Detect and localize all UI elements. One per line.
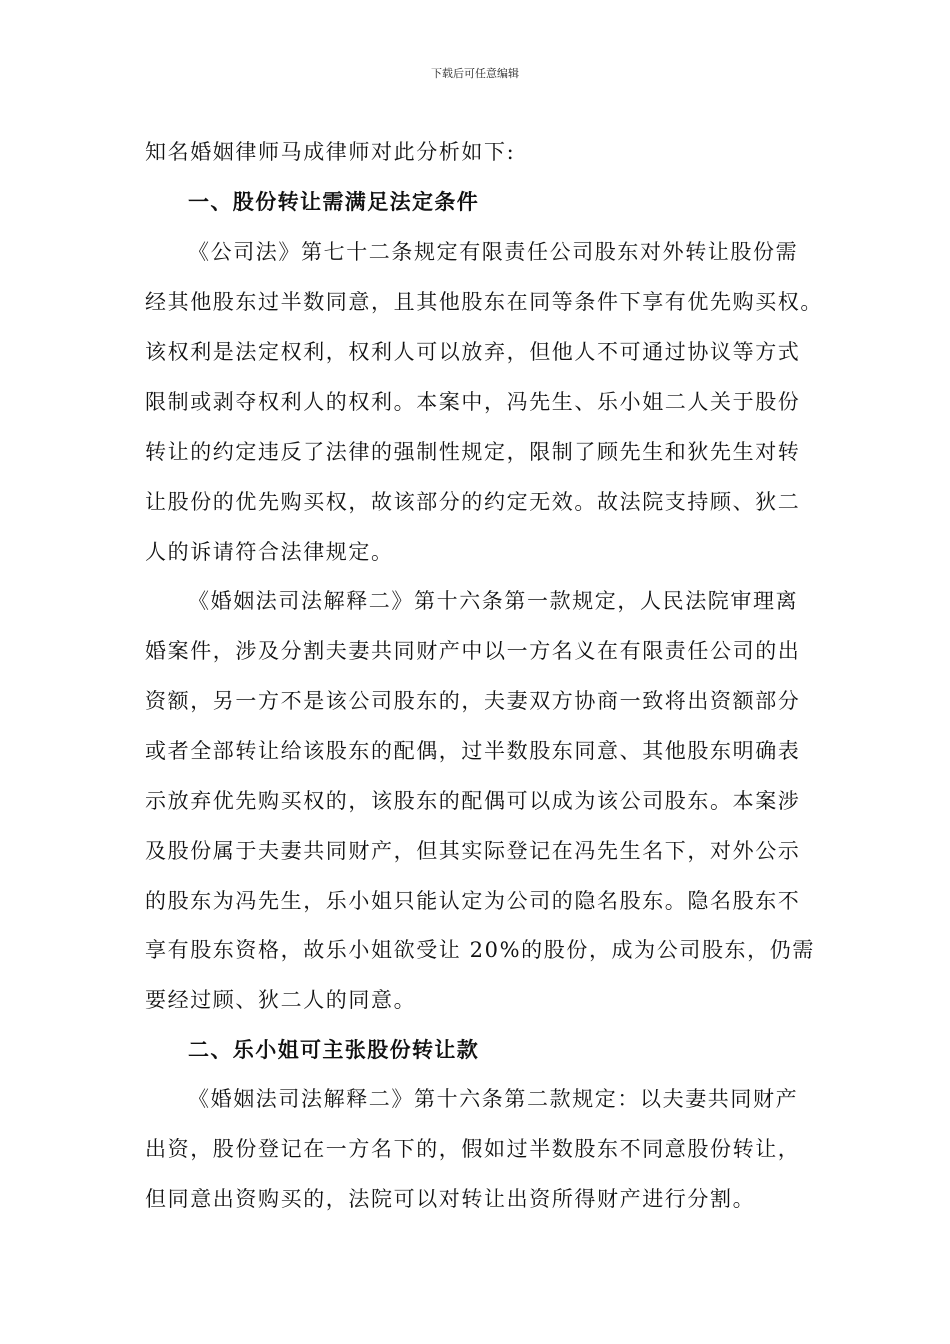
paragraph-line: 出资，股份登记在一方名下的，假如过半数股东不同意股份转让， [145, 1137, 801, 1161]
page-header: 下载后可任意编辑 [431, 67, 519, 80]
section-heading-1: 一、股份转让需满足法定条件 [188, 190, 480, 214]
paragraph-line: 转让的约定违反了法律的强制性规定，限制了顾先生和狄先生对转 [145, 440, 801, 464]
paragraph-line: 该权利是法定权利，权利人可以放弃，但他人不可通过协议等方式 [145, 340, 801, 364]
paragraph-line: 《公司法》第七十二条规定有限责任公司股东对外转让股份需 [188, 240, 799, 264]
paragraph-line: 《婚姻法司法解释二》第十六条第一款规定，人民法院审理离 [188, 589, 799, 613]
paragraph-line: 资额，另一方不是该公司股东的，夫妻双方协商一致将出资额部分 [145, 689, 801, 713]
paragraph-line: 示放弃优先购买权的，该股东的配偶可以成为该公司股东。本案涉 [145, 789, 801, 813]
paragraph-line: 《婚姻法司法解释二》第十六条第二款规定：以夫妻共同财产 [188, 1087, 799, 1111]
paragraph-line: 婚案件，涉及分割夫妻共同财产中以一方名义在有限责任公司的出 [145, 639, 801, 663]
paragraph-line: 经其他股东过半数同意，且其他股东在同等条件下享有优先购买权。 [145, 290, 823, 314]
paragraph-line: 享有股东资格，故乐小姐欲受让 20%的股份，成为公司股东，仍需 [145, 938, 815, 962]
section-heading-2: 二、乐小姐可主张股份转让款 [188, 1038, 480, 1062]
paragraph-line: 但同意出资购买的，法院可以对转让出资所得财产进行分割。 [145, 1187, 756, 1211]
paragraph-line: 要经过顾、狄二人的同意。 [145, 988, 417, 1012]
paragraph-line: 或者全部转让给该股东的配偶，过半数股东同意、其他股东明确表 [145, 739, 801, 763]
paragraph-line: 人的诉请符合法律规定。 [145, 540, 394, 564]
paragraph-line: 限制或剥夺权利人的权利。本案中，冯先生、乐小姐二人关于股份 [145, 390, 801, 414]
paragraph-line: 的股东为冯先生，乐小姐只能认定为公司的隐名股东。隐名股东不 [145, 889, 801, 913]
intro-line: 知名婚姻律师马成律师对此分析如下: [145, 140, 516, 164]
paragraph-line: 及股份属于夫妻共同财产，但其实际登记在冯先生名下，对外公示 [145, 839, 801, 863]
paragraph-line: 让股份的优先购买权，故该部分的约定无效。故法院支持顾、狄二 [145, 490, 801, 514]
